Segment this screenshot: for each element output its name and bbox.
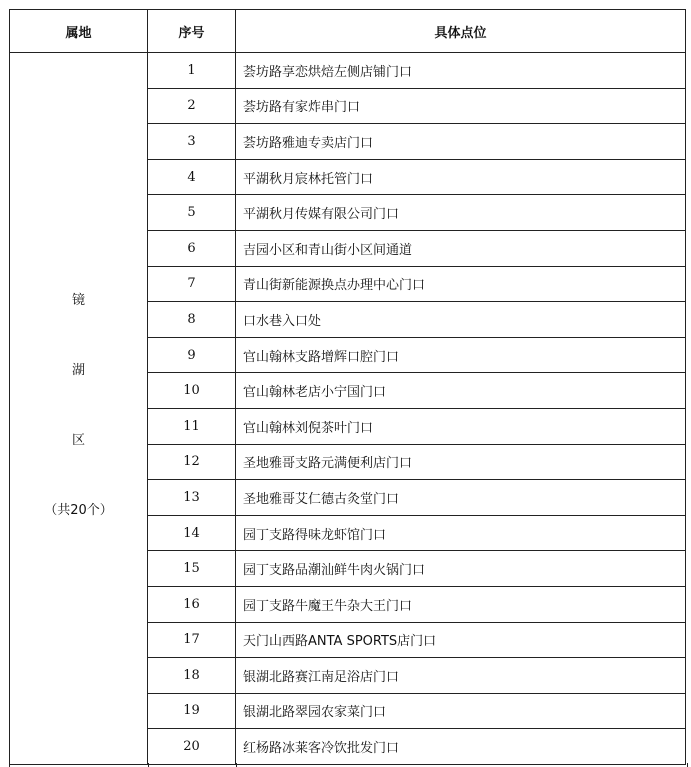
row-location: 银湖北路翠园农家菜门口 bbox=[236, 693, 686, 729]
header-region: 属地 bbox=[10, 10, 148, 53]
locations-table bbox=[9, 9, 686, 765]
row-number: 12 bbox=[148, 444, 236, 480]
row-number: 13 bbox=[148, 480, 236, 516]
row-number: 17 bbox=[148, 622, 236, 658]
header-number: 序号 bbox=[148, 10, 236, 53]
row-number: 5 bbox=[148, 195, 236, 231]
row-location: 官山翰林老店小宁国门口 bbox=[236, 373, 686, 409]
row-number: 18 bbox=[148, 658, 236, 694]
row-number: 7 bbox=[148, 266, 236, 302]
row-location: 口水巷入口处 bbox=[236, 302, 686, 338]
row-number: 11 bbox=[148, 408, 236, 444]
row-number: 4 bbox=[148, 159, 236, 195]
row-number: 19 bbox=[148, 693, 236, 729]
row-location: 园丁支路得味龙虾馆门口 bbox=[236, 515, 686, 551]
table-continuation bbox=[9, 763, 688, 767]
row-number: 20 bbox=[148, 729, 236, 765]
row-number: 3 bbox=[148, 124, 236, 160]
row-location: 园丁支路牛魔王牛杂大王门口 bbox=[236, 586, 686, 622]
region-name-char: 区 bbox=[71, 433, 85, 448]
row-location: 官山翰林支路增辉口腔门口 bbox=[236, 337, 686, 373]
row-number: 9 bbox=[148, 337, 236, 373]
header-row bbox=[10, 10, 686, 53]
header-location: 具体点位 bbox=[236, 10, 686, 53]
row-number: 16 bbox=[148, 586, 236, 622]
row-location: 吉园小区和青山街小区间通道 bbox=[236, 230, 686, 266]
row-location: 园丁支路品潮汕鲜牛肉火锅门口 bbox=[236, 551, 686, 587]
row-number: 8 bbox=[148, 302, 236, 338]
row-number: 6 bbox=[148, 230, 236, 266]
row-number: 1 bbox=[148, 53, 236, 89]
row-location: 荟坊路雅迪专卖店门口 bbox=[236, 124, 686, 160]
row-location: 青山街新能源换点办理中心门口 bbox=[236, 266, 686, 302]
region-cell bbox=[10, 53, 148, 765]
region-count: （共20个） bbox=[44, 503, 113, 518]
row-number: 15 bbox=[148, 551, 236, 587]
region-name-char: 湖 bbox=[71, 363, 85, 378]
row-location: 荟坊路享恋烘焙左侧店铺门口 bbox=[236, 53, 686, 89]
row-location: 圣地雅哥艾仁德古灸堂门口 bbox=[236, 480, 686, 516]
row-location: 红杨路冰莱客冷饮批发门口 bbox=[236, 729, 686, 765]
row-location: 天门山西路ANTA SPORTS店门口 bbox=[236, 622, 686, 658]
row-location: 官山翰林刘倪茶叶门口 bbox=[236, 408, 686, 444]
row-number: 10 bbox=[148, 373, 236, 409]
table-row bbox=[10, 53, 686, 89]
region-name-char: 镜 bbox=[71, 293, 85, 308]
row-number: 2 bbox=[148, 88, 236, 124]
row-location: 平湖秋月宸林托管门口 bbox=[236, 159, 686, 195]
row-location: 荟坊路有家炸串门口 bbox=[236, 88, 686, 124]
row-number: 14 bbox=[148, 515, 236, 551]
row-location: 圣地雅哥支路元满便利店门口 bbox=[236, 444, 686, 480]
row-location: 银湖北路赛江南足浴店门口 bbox=[236, 658, 686, 694]
row-location: 平湖秋月传媒有限公司门口 bbox=[236, 195, 686, 231]
